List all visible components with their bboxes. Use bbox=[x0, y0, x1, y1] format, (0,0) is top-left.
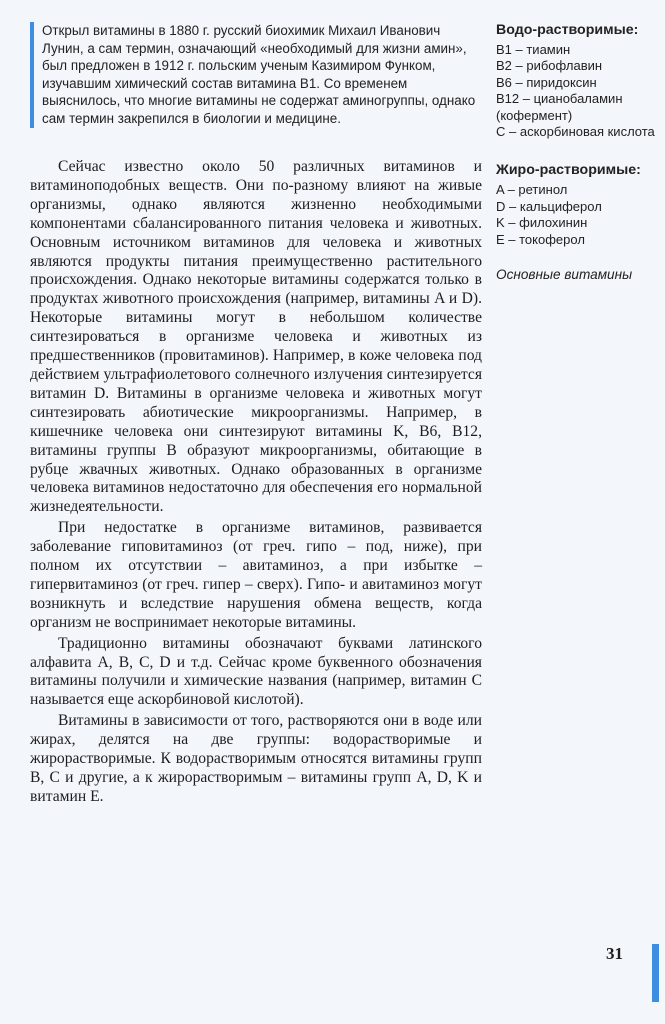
intro-text: Открыл витамины в 1880 г. русский биохимик Михаил Иванович Лунин, а сам термин, означающий «необходимый для жизни амин», был предложен в 1912 г. польским ученым Казимиром Функом, изучавшим химический состав витамина B1. Со временем выяснилось, что многие витамины не содержат аминогруппы, однако сам термин закрепился в биологии и медицине. bbox=[42, 23, 476, 126]
fat-soluble-title: Жиро-растворимые: bbox=[496, 162, 641, 179]
fat-soluble-list bbox=[496, 182, 656, 248]
paragraph-4: Витамины в зависимости от того, растворяются они в воде или жирах, делятся на две группы: водорастворимые и жирорастворимые. К водорастворимым относятся витамины групп B, C и другие, а к жирорастворимым – витамины групп A, D, K и витамин E. bbox=[30, 712, 482, 805]
intro-box bbox=[30, 22, 482, 128]
list-item: C – аскорбиновая кислота bbox=[496, 124, 655, 140]
water-soluble-title: Водо-растворимые: bbox=[496, 22, 639, 38]
page-tab bbox=[652, 944, 659, 1002]
list-item: B1 – тиамин bbox=[496, 42, 571, 57]
water-soluble-list bbox=[496, 42, 656, 140]
page-number: 31 bbox=[606, 944, 623, 963]
paragraph-3: Традиционно витамины обозначают буквами латинского алфавита A, B, C, D и т.д. Сейчас кроме буквенного обозначения витамины получили и химические названия (например, витамин C называется еще аскорбиновой кислотой). bbox=[30, 634, 482, 709]
list-item: B2 – рибофлавин bbox=[496, 58, 603, 74]
list-item: K – филохинин bbox=[496, 215, 588, 231]
list-item: E – токоферол bbox=[496, 231, 585, 247]
sidebar-note: Основные витамины bbox=[496, 267, 633, 283]
list-item: A – ретинол bbox=[496, 182, 568, 198]
main-text bbox=[30, 158, 482, 809]
sidebar bbox=[496, 22, 656, 283]
paragraph-1: Сейчас известно около 50 различных витаминов и витаминоподобных веществ. Они по-разному влияют на живые организмы, однако являются жизненно необходимыми компонентами сбалансированного питания человека и животных. Основным источником витаминов для человека и животных являются продукты питания преимущественно растительного происхождения. Однако некоторые витамины содержатся только в продуктах животного происхождения (например, витамины A и D). Некоторые витамины могут в небольшом количестве синтезироваться в организме человека и животных из предшественников (провитаминов). Например, в коже человека под действием ультрафиолетового солнечного излучения синтезируется витамин D. Витамины в организме человека и животных могут синтезировать абиотические микроорганизмы. Например, в кишечнике человека они синтезируют витамины K, B6, B12, витамины группы B образуют микроорганизмы, обитающие в рубце жвачных животных. Однако образованных в организме человека витаминов недостаточно для обеспечения его нормальной жизнедеятельности. bbox=[30, 158, 482, 516]
list-item: B12 – цианобаламин (кофермент) bbox=[496, 91, 623, 123]
paragraph-2: При недостатке в организме витаминов, развивается заболевание гиповитаминоз (от греч. гипо – под, ниже), при полном их отсутствии – авитаминоз, а при избытке – гипервитаминоз (от греч. гипер – сверх). Гипо- и авитаминоз могут возникнуть и вследствие нарушения обмена веществ, когда организм не воспринимает некоторые витамины. bbox=[30, 519, 482, 631]
list-item: B6 – пиридоксин bbox=[496, 74, 597, 90]
list-item: D – кальциферол bbox=[496, 198, 602, 214]
